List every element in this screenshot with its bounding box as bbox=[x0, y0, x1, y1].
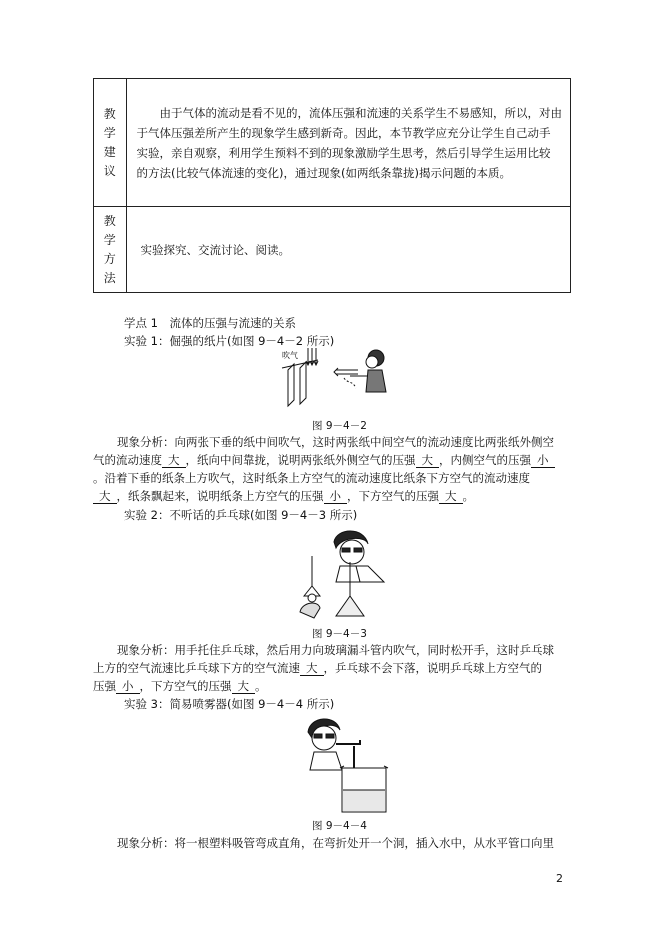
analysis-1-line bbox=[93, 451, 565, 469]
answer-blank: 大 bbox=[300, 661, 324, 676]
experiment-1-title: 实验 1：倔强的纸片(如图 9－4－2 所示) bbox=[124, 334, 335, 348]
paper-strips-figure bbox=[278, 344, 388, 416]
experiment-3-title: 实验 3：简易喷雾器(如图 9－4－4 所示) bbox=[124, 697, 335, 711]
suggestion-line: 于气体压强差所产生的现象学生感到新奇。因此，本节教学应充分让学生自己动手 bbox=[136, 125, 551, 140]
header-char: 议 bbox=[103, 163, 116, 178]
answer-blank: 大 bbox=[416, 453, 440, 468]
ping-pong-figure bbox=[292, 526, 392, 622]
suggestion-line: 实验，亲自观察，利用学生预料不到的现象激励学生思考，然后引导学生运用比较 bbox=[136, 145, 551, 160]
answer-blank: 小 bbox=[116, 679, 140, 694]
text: 。 bbox=[255, 679, 267, 693]
answer-blank: 大 bbox=[439, 489, 463, 504]
answer-blank: 小 bbox=[531, 453, 555, 468]
figure-caption: 图 9－4－3 bbox=[312, 628, 367, 640]
text: ，纸条飘起来，说明纸条上方空气的压强 bbox=[116, 489, 324, 503]
page-number: 2 bbox=[556, 872, 563, 885]
analysis-1-line: 现象分析：向两张下垂的纸中间吹气，这时两张纸中间空气的流动速度比两张纸外侧空 bbox=[117, 435, 554, 449]
analysis-2-line bbox=[93, 677, 565, 695]
answer-blank: 小 bbox=[324, 489, 348, 504]
text: 上方的空气流速比乒乓球下方的空气流速 bbox=[93, 661, 300, 675]
sprayer-figure bbox=[306, 712, 400, 816]
answer-blank: 大 bbox=[232, 679, 256, 694]
text: ，纸向中间靠拢，说明两张纸外侧空气的压强 bbox=[185, 453, 416, 467]
text: 气的流动速度 bbox=[93, 453, 162, 467]
text: ，下方空气的压强 bbox=[347, 489, 439, 503]
header-char: 方 bbox=[103, 251, 116, 266]
header-char: 教 bbox=[103, 106, 116, 121]
analysis-1-line bbox=[93, 487, 565, 505]
method-line: 实验探究、交流讨论、阅读。 bbox=[140, 242, 290, 257]
suggestion-line: 由于气体的流动是看不见的，流体压强和流速的关系学生不易感知，所以，对由 bbox=[159, 105, 562, 120]
header-char: 建 bbox=[103, 144, 116, 159]
header-char: 教 bbox=[103, 213, 116, 228]
method-header bbox=[94, 207, 127, 293]
section-title: 学点 1 流体的压强与流速的关系 bbox=[124, 316, 296, 330]
suggestion-header bbox=[94, 79, 127, 207]
header-char: 法 bbox=[103, 270, 116, 285]
analysis-2-line bbox=[93, 659, 565, 677]
answer-blank: 大 bbox=[162, 453, 186, 468]
analysis-3-line: 现象分析：将一根塑料吸管弯成直角，在弯折处开一个洞，插入水中，从水平管口向里 bbox=[117, 836, 554, 850]
text: 压强 bbox=[93, 679, 116, 693]
teaching-table bbox=[93, 78, 571, 293]
figure-caption: 图 9－4－2 bbox=[312, 420, 367, 432]
method-text bbox=[126, 207, 571, 293]
header-char: 学 bbox=[103, 125, 116, 140]
answer-blank: 大 bbox=[93, 489, 117, 504]
text: ，下方空气的压强 bbox=[139, 679, 232, 693]
text: 。 bbox=[462, 489, 474, 503]
suggestion-line: 的方法(比较气体流速的变化)，通过现象(如两纸条靠拢)揭示问题的本质。 bbox=[136, 165, 511, 180]
text: ，乒乓球不会下落，说明乒乓球上方空气的 bbox=[323, 661, 542, 675]
experiment-2-title: 实验 2：不听话的乒乓球(如图 9－4－3 所示) bbox=[124, 508, 358, 522]
suggestion-text bbox=[126, 79, 571, 207]
analysis-2-line: 现象分析：用手托住乒乓球，然后用力向玻璃漏斗管内吹气，同时松开手，这时乒乓球 bbox=[117, 643, 554, 657]
header-char: 学 bbox=[103, 232, 116, 247]
blow-label: 吹气 bbox=[282, 351, 298, 360]
figure-caption: 图 9－4－4 bbox=[312, 820, 367, 832]
text: ，内侧空气的压强 bbox=[439, 453, 531, 467]
analysis-1-line: 。沿着下垂的纸条上方吹气，这时纸条上方空气的流动速度比纸条下方空气的流动速度 bbox=[93, 471, 530, 485]
